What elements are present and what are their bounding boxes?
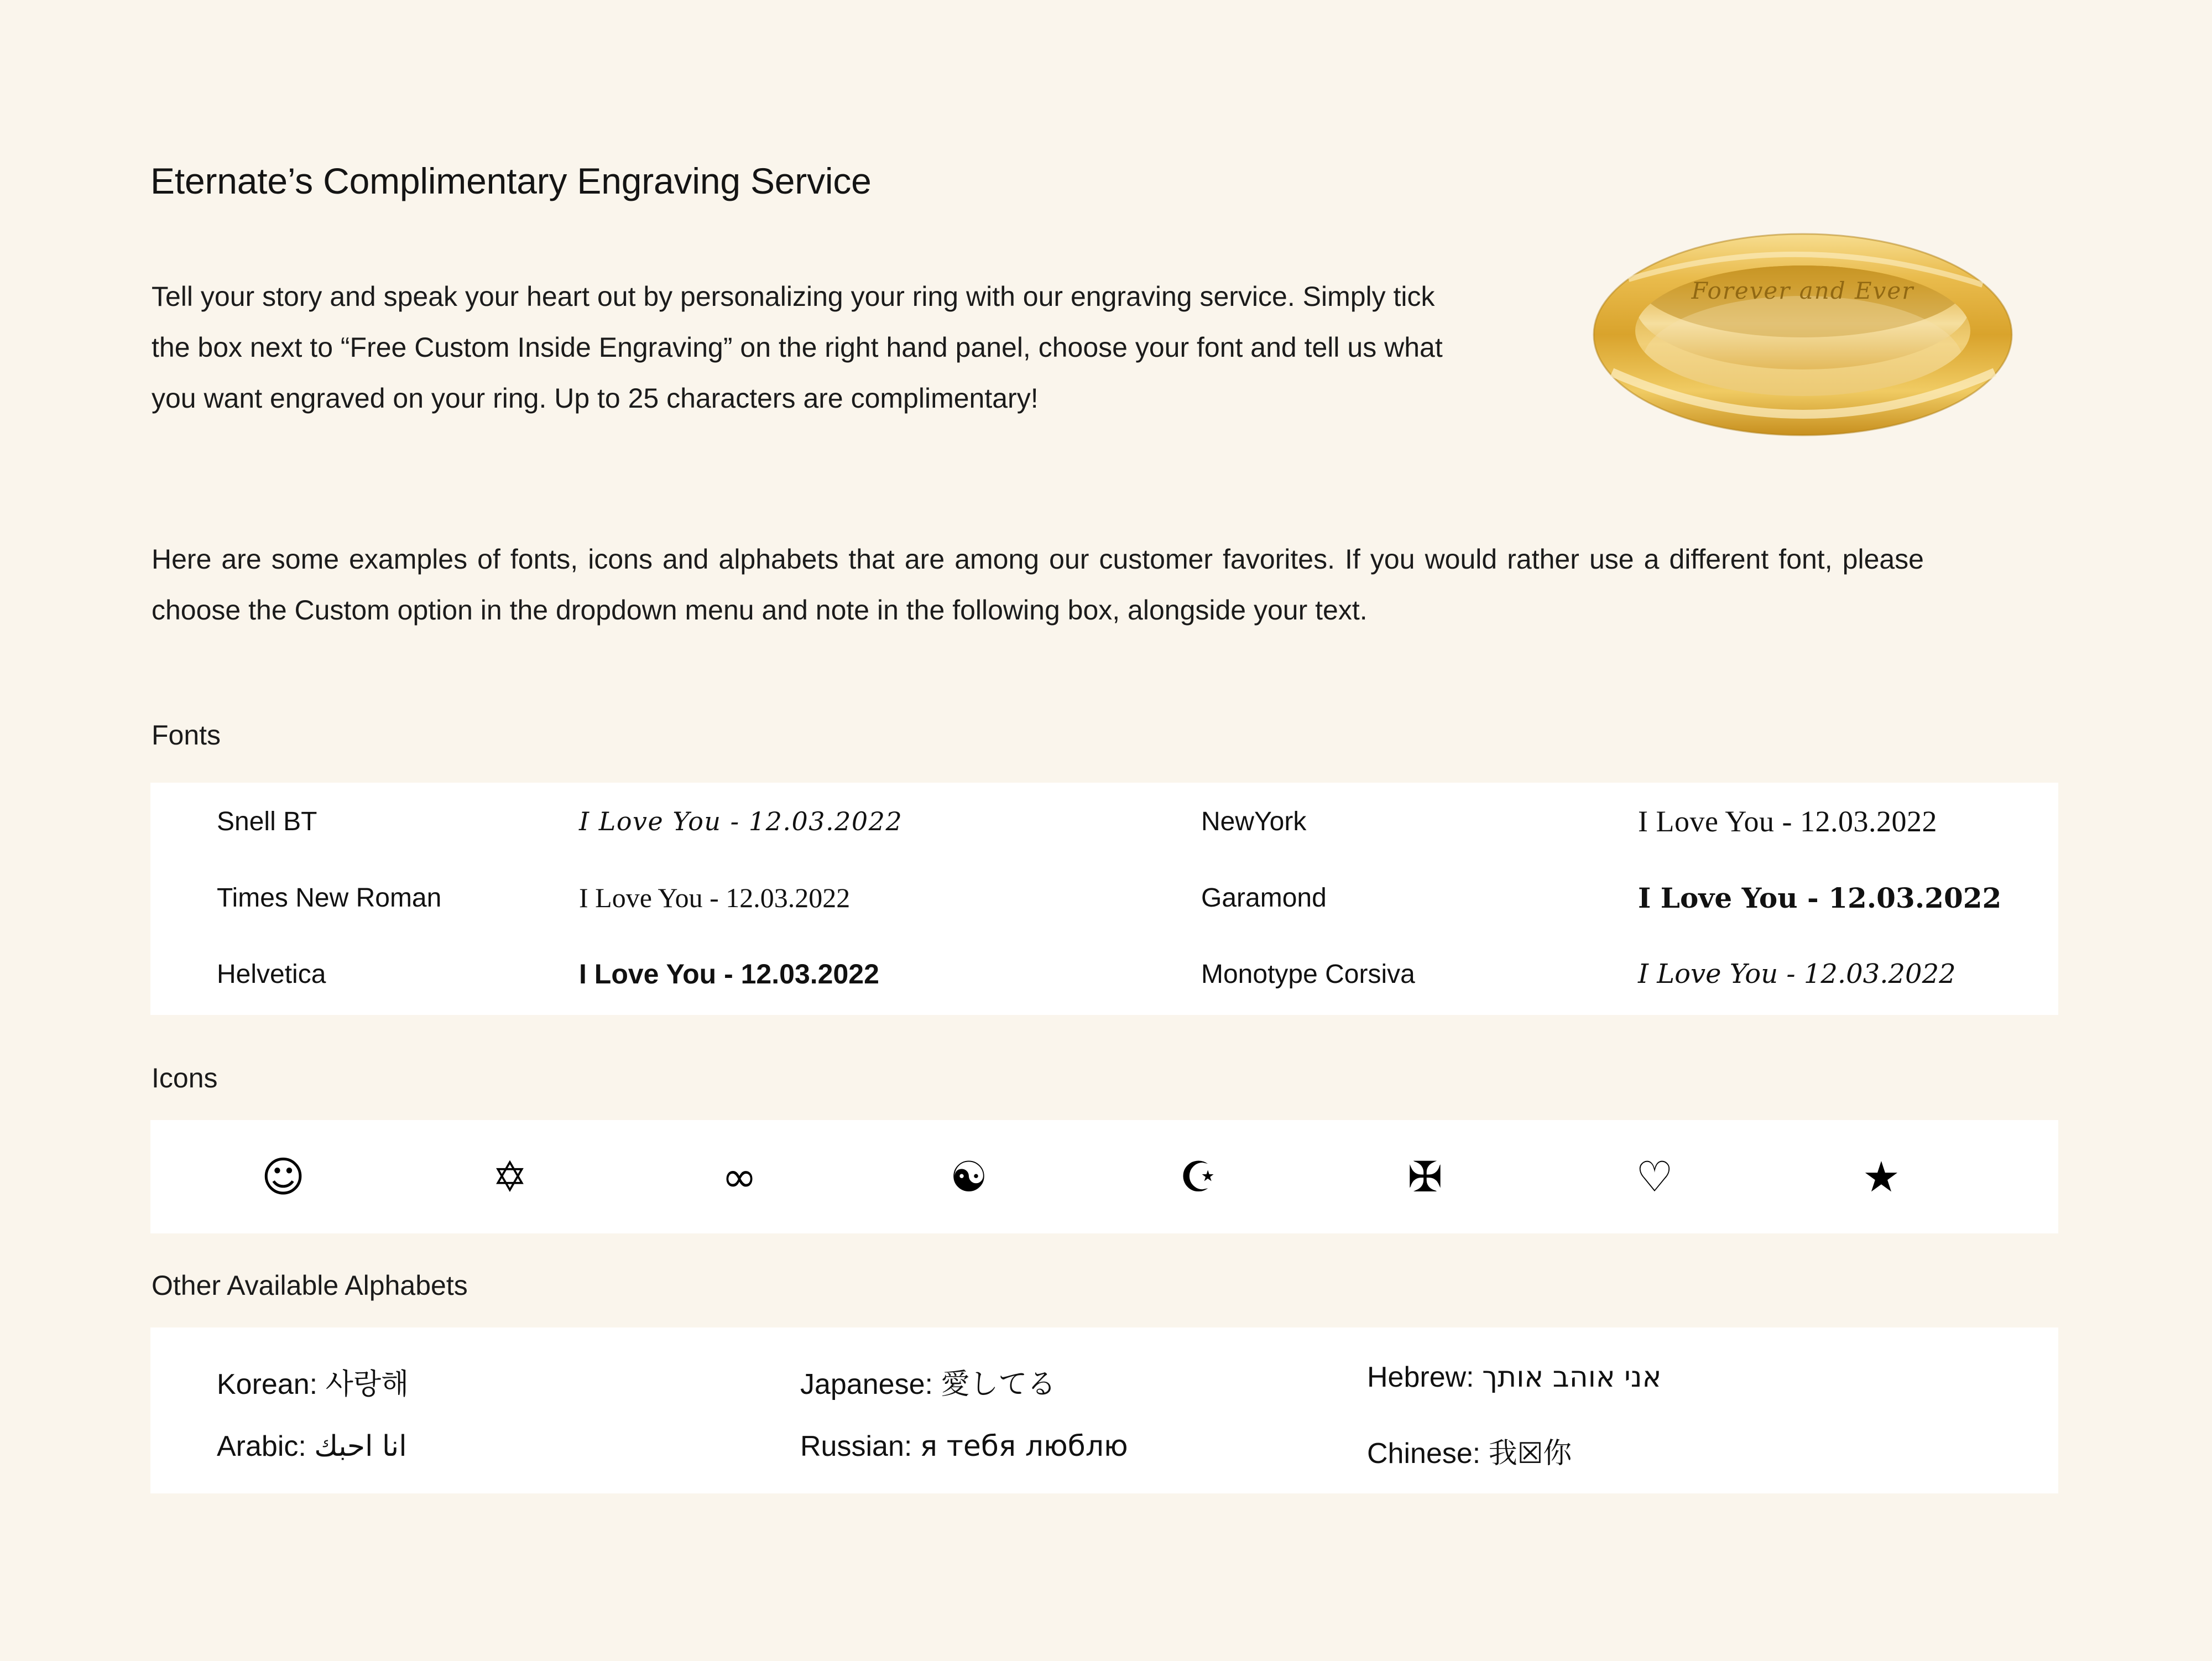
- font-name: Helvetica: [217, 959, 326, 989]
- alphabet-item-chinese: [1367, 1430, 1572, 1471]
- font-name: Garamond: [1201, 883, 1327, 913]
- alphabet-sample-text: אני אוהב אותך: [1482, 1361, 1662, 1394]
- font-name: Times New Roman: [217, 883, 442, 913]
- icons-panel: [150, 1120, 2058, 1233]
- star-and-crescent-icon: ☪: [1179, 1152, 1218, 1201]
- section-label-alphabets: Other Available Alphabets: [152, 1270, 468, 1301]
- alphabets-panel: [150, 1327, 2058, 1493]
- alphabet-sample-text: 사랑해: [325, 1368, 409, 1401]
- alphabet-item-russian: [800, 1430, 1128, 1463]
- alphabet-language-label: Arabic:: [217, 1430, 306, 1462]
- alphabet-sample-text: انا احبك: [314, 1430, 407, 1463]
- font-name: Monotype Corsiva: [1201, 959, 1415, 989]
- cross-icon: ✠: [1407, 1152, 1443, 1201]
- font-sample: I Love You - 12.03.2022: [1638, 959, 1956, 990]
- alphabet-item-hebrew: [1367, 1361, 1661, 1394]
- alphabet-language-label: Korean:: [217, 1368, 318, 1400]
- star-filled-icon: ★: [1862, 1152, 1901, 1201]
- alphabet-sample-text: я тебя люблю: [920, 1430, 1128, 1463]
- alphabet-sample-text: 愛してる: [941, 1368, 1056, 1401]
- alphabet-item-korean: [217, 1361, 409, 1402]
- alphabet-language-label: Russian:: [800, 1430, 912, 1462]
- infinity-icon: ∞: [722, 1152, 757, 1201]
- font-sample: I Love You - 12.03.2022: [579, 806, 903, 836]
- font-sample: I Love You - 12.03.2022: [579, 959, 879, 990]
- font-name: Snell BT: [217, 806, 317, 836]
- intro-paragraph-2: Here are some examples of fonts, icons and alphabets that are among our customer favorites. If you would rather use a different font, please choose the Custom option in the dropdown menu and note in the following box, alongside your text.: [152, 544, 1924, 626]
- ring-engraved-text: Forever and Ever: [1691, 277, 1914, 304]
- section-label-fonts: Fonts: [152, 720, 221, 751]
- font-sample: I Love You - 12.03.2022: [1638, 805, 1938, 838]
- ring-illustration: [1546, 196, 2060, 473]
- intro-paragraph-1: Tell your story and speak your heart out by personalizing your ring with our engraving service. Simply tick the box next to “Free Custom Inside Engraving” on the right hand panel, choose your font and tell us what you want engraved on your ring. Up to 25 characters are complimentary!: [152, 281, 1443, 414]
- heart-outline-icon: ♡: [1635, 1152, 1674, 1201]
- alphabet-sample-text: 我☒你: [1488, 1437, 1572, 1470]
- gold-ring-image: [1546, 196, 2060, 473]
- alphabet-language-label: Chinese:: [1367, 1438, 1481, 1470]
- alphabet-language-label: Japanese:: [800, 1368, 933, 1400]
- alphabet-item-japanese: [800, 1361, 1056, 1402]
- font-sample: I Love You - 12.03.2022: [579, 882, 851, 913]
- smiley-face-icon: ☺: [261, 1152, 305, 1201]
- page-title: Eternate’s Complimentary Engraving Service: [150, 160, 872, 202]
- section-label-icons: Icons: [152, 1063, 218, 1094]
- alphabet-item-arabic: [217, 1430, 407, 1463]
- font-sample: I Love You - 12.03.2022: [1638, 881, 2002, 914]
- font-name: NewYork: [1201, 806, 1307, 836]
- alphabet-language-label: Hebrew:: [1367, 1361, 1474, 1393]
- star-of-david-icon: ✡: [492, 1152, 528, 1201]
- yin-yang-icon: ☯: [950, 1152, 988, 1201]
- fonts-panel: [150, 783, 2058, 1015]
